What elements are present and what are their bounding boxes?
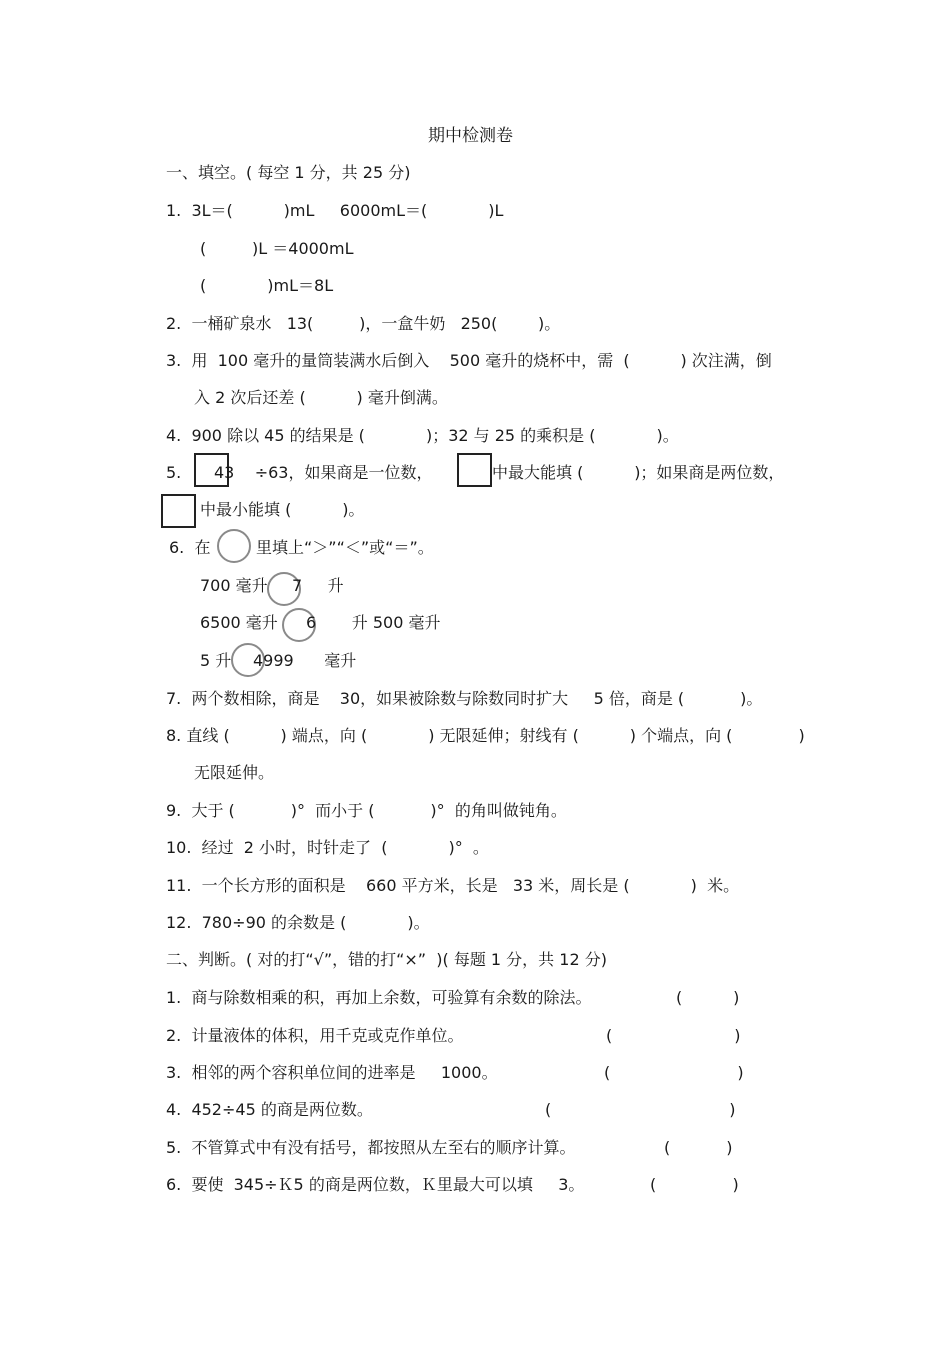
- q6-row1-right: 7 升: [292, 576, 344, 595]
- q4: 4. 900 除以 45 的结果是 ( )；32 与 25 的乘积是 ( )。: [166, 426, 679, 445]
- q9: 9. 大于 ( )° 而小于 ( )° 的角叫做钝角。: [166, 801, 567, 820]
- judge-paren-6: ( ): [650, 1175, 739, 1194]
- judge-item-3: 3. 相邻的两个容积单位间的进率是 1000。: [166, 1063, 498, 1082]
- q2: 2. 一桶矿泉水 13( )，一盒牛奶 250( )。: [166, 314, 561, 333]
- q5-answer-box-2: [457, 453, 492, 487]
- q6-row3-left: 5 升: [200, 651, 232, 670]
- q8-line1: 8. 直线 ( ) 端点，向 ( ) 无限延伸；射线有 ( ) 个端点，向 ( ): [166, 726, 805, 745]
- q6-row3-right: 4999 毫升: [253, 651, 357, 670]
- judge-paren-3: ( ): [604, 1063, 744, 1082]
- judge-item-1: 1. 商与除数相乘的积，再加上余数，可验算有余数的除法。: [166, 988, 592, 1007]
- judge-item-6: 6. 要使 345÷Ｋ5 的商是两位数，Ｋ里最大可以填 3。: [166, 1175, 585, 1194]
- q10: 10. 经过 2 小时，时针走了 ( )° 。: [166, 838, 489, 857]
- q5-text-b: 中最大能填 ( )；如果商是两位数，: [492, 463, 785, 482]
- q5-answer-box-3: [161, 494, 196, 528]
- page-title: 期中检测卷: [428, 126, 513, 146]
- q3-line1: 3. 用 100 毫升的量筒装满水后倒入 500 毫升的烧杯中，需 ( ) 次注满，倒: [166, 351, 772, 370]
- q1-line3: ( )mL＝8L: [200, 276, 334, 295]
- q1-line2: ( )L ＝4000mL: [200, 239, 354, 258]
- q3-line2: 入 2 次后还差 ( ) 毫升倒满。: [194, 388, 448, 407]
- judge-item-2: 2. 计量液体的体积，用千克或克作单位。: [166, 1026, 464, 1045]
- judge-paren-4: ( ): [545, 1100, 736, 1119]
- q6-row2-right: 6 升 500 毫升: [306, 613, 441, 632]
- q6-circle-example: [217, 529, 251, 563]
- q12: 12. 780÷90 的余数是 ( )。: [166, 913, 430, 932]
- q7: 7. 两个数相除，商是 30，如果被除数与除数同时扩大 5 倍，商是 ( )。: [166, 689, 763, 708]
- q8-line2: 无限延伸。: [194, 763, 275, 782]
- judge-item-5: 5. 不管算式中有没有括号，都按照从左至右的顺序计算。: [166, 1138, 576, 1157]
- q5-text-c: 中最小能填 ( )。: [200, 500, 365, 519]
- judge-paren-1: ( ): [676, 988, 740, 1007]
- judge-paren-2: ( ): [606, 1026, 741, 1045]
- q5-text-a: 43 ÷63，如果商是一位数，: [214, 463, 433, 482]
- q1-line1: 1. 3L＝( )mL 6000mL＝( )L: [166, 201, 504, 220]
- section2-header: 二、判断。( 对的打“√”，错的打“×” )( 每题 1 分，共 12 分): [166, 950, 607, 969]
- judge-item-4: 4. 452÷45 的商是两位数。: [166, 1100, 373, 1119]
- judge-paren-5: ( ): [664, 1138, 733, 1157]
- q6-text-b: 里填上“＞”“＜”或“＝”。: [256, 538, 434, 557]
- section1-header: 一、填空。( 每空 1 分，共 25 分): [166, 163, 411, 182]
- q6-text-a: 6. 在: [169, 538, 211, 557]
- q6-row1-left: 700 毫升: [200, 576, 268, 595]
- q11: 11. 一个长方形的面积是 660 平方米，长是 33 米，周长是 ( ) 米。: [166, 876, 740, 895]
- q6-row2-left: 6500 毫升: [200, 613, 278, 632]
- q5-number: 5.: [166, 463, 182, 482]
